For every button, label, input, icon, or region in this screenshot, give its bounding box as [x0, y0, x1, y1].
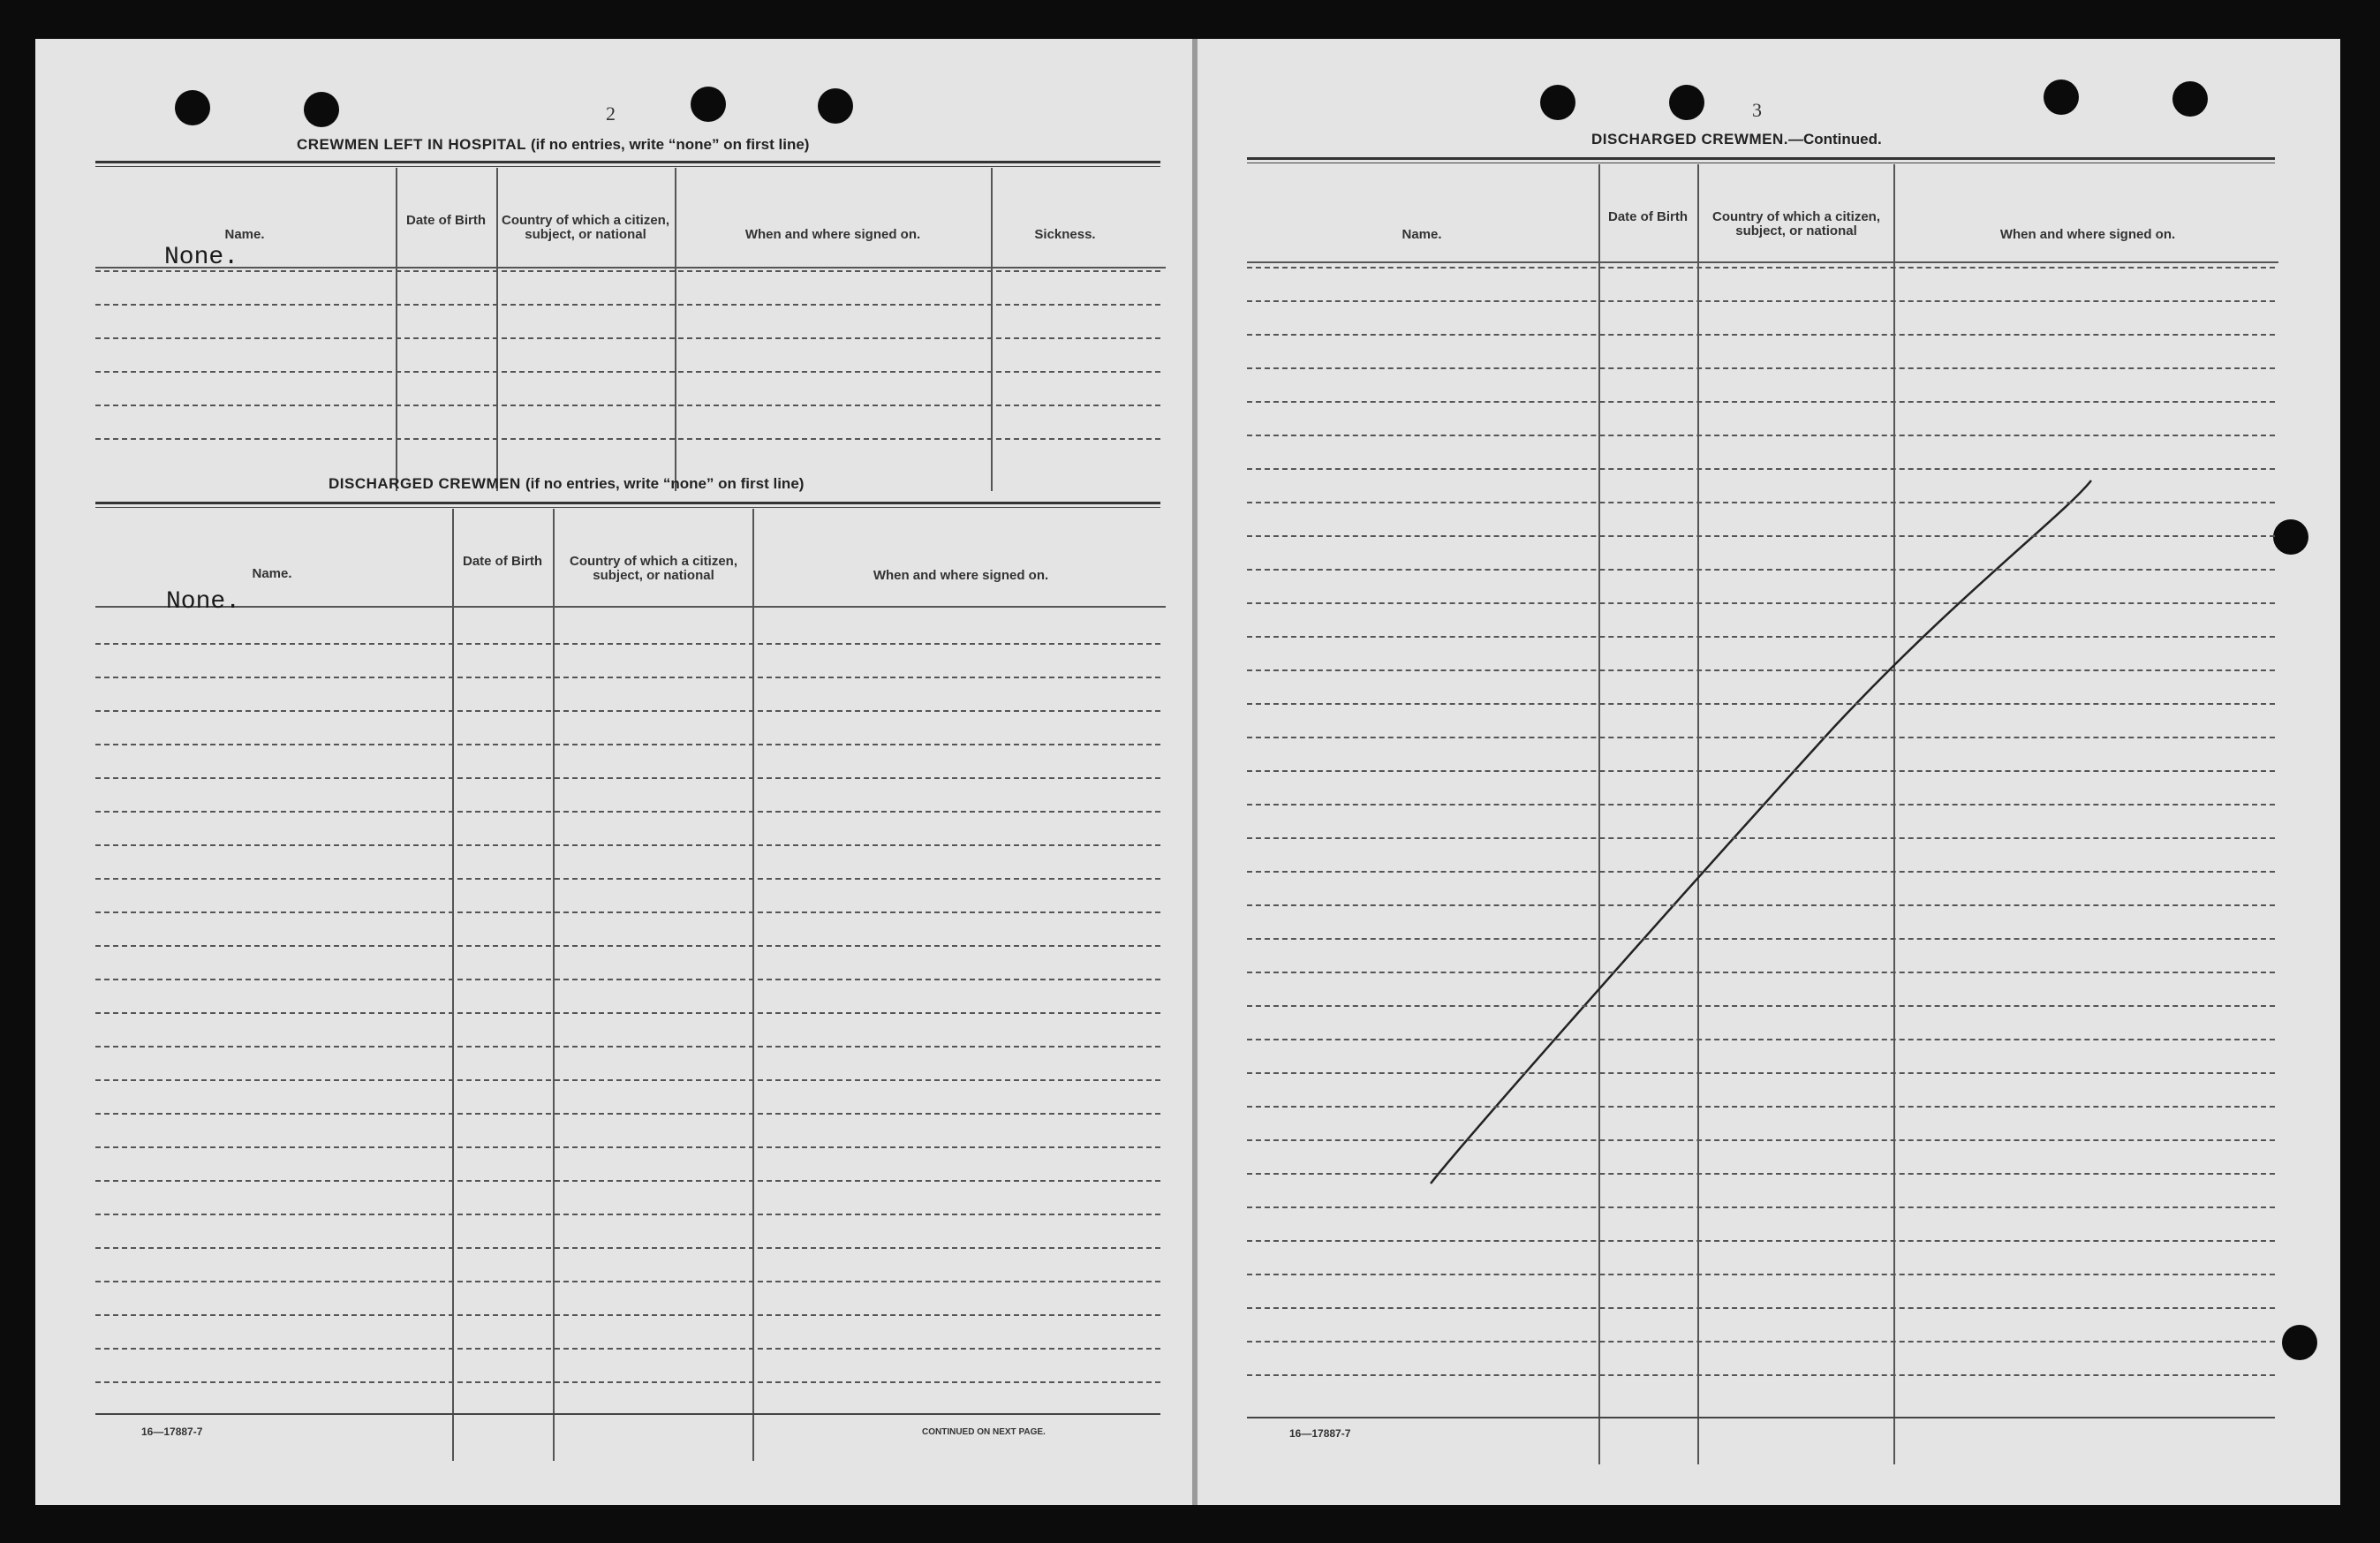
col-header-dob: Date of Birth — [463, 554, 542, 569]
section-rule — [95, 502, 1160, 504]
ruled-line — [1247, 1240, 2275, 1242]
ruled-line — [1247, 938, 2275, 940]
ruled-line — [95, 643, 1160, 645]
punch-hole — [691, 87, 726, 122]
column-divider — [752, 509, 754, 1461]
ruled-line — [1247, 804, 2275, 806]
header-rule — [95, 267, 1166, 269]
ruled-line — [95, 1247, 1160, 1249]
ruled-line — [95, 337, 1160, 339]
punch-hole — [818, 88, 853, 124]
ruled-line — [95, 1046, 1160, 1048]
col-header-dob: Date of Birth — [406, 213, 486, 228]
right-page — [1198, 39, 2340, 1505]
punch-hole — [175, 90, 210, 125]
ruled-line — [1247, 468, 2275, 470]
ruled-line — [95, 1214, 1160, 1215]
ruled-line — [95, 844, 1160, 846]
continued-title-suffix: —Continued. — [1787, 131, 1882, 147]
header-rule — [95, 606, 1166, 608]
ruled-line — [95, 777, 1160, 779]
ruled-line — [1247, 837, 2275, 839]
column-divider — [675, 168, 676, 491]
ruled-line — [95, 1381, 1160, 1383]
ruled-line — [95, 677, 1160, 678]
column-divider — [496, 168, 498, 491]
ruled-line — [95, 1012, 1160, 1014]
ruled-line — [95, 1281, 1160, 1282]
ruled-line — [1247, 703, 2275, 705]
cancel-line-stroke — [1198, 39, 2340, 1505]
ruled-line — [1247, 1005, 2275, 1007]
hospital-section-title — [297, 136, 809, 154]
ruled-line — [1247, 1307, 2275, 1309]
ruled-line — [95, 270, 1160, 272]
col-header-signed-on: When and where signed on. — [744, 227, 921, 242]
col-header-signed-on: When and where signed on. — [1999, 227, 2176, 242]
ruled-line — [1247, 1139, 2275, 1141]
ruled-line — [1247, 1173, 2275, 1175]
ruled-line — [95, 911, 1160, 913]
ruled-line — [95, 304, 1160, 306]
section-rule — [95, 161, 1160, 163]
hospital-title-text: CREWMEN LEFT IN HOSPITAL — [297, 136, 526, 153]
ruled-line — [95, 1348, 1160, 1350]
continued-title-text: DISCHARGED CREWMEN. — [1591, 131, 1788, 147]
ruled-line — [95, 1180, 1160, 1182]
ruled-line — [1247, 502, 2275, 503]
footer-rule — [1247, 1417, 2275, 1418]
ruled-line — [1247, 1106, 2275, 1108]
ruled-line — [95, 1146, 1160, 1148]
ruled-line — [1247, 569, 2275, 571]
discharged-entry: None. — [166, 588, 241, 616]
col-header-country: Country of which a citizen, subject, or national — [501, 213, 669, 242]
discharged-table — [95, 509, 1166, 1461]
ruled-line — [1247, 904, 2275, 906]
ruled-line — [95, 979, 1160, 980]
col-header-name: Name. — [1402, 227, 1442, 242]
ruled-line — [95, 438, 1160, 440]
form-number: 16—17887-7 — [141, 1426, 203, 1438]
continued-note: CONTINUED ON NEXT PAGE. — [922, 1427, 1046, 1437]
left-page — [35, 39, 1192, 1505]
ruled-line — [1247, 770, 2275, 772]
ruled-line — [1247, 1341, 2275, 1343]
discharged-instruction: (if no entries, write “none” on first line) — [525, 475, 805, 492]
col-header-dob: Date of Birth — [1608, 209, 1688, 224]
ruled-line — [1247, 1072, 2275, 1074]
ruled-line — [1247, 300, 2275, 302]
ruled-line — [95, 710, 1160, 712]
column-divider — [452, 509, 454, 1461]
ruled-line — [1247, 535, 2275, 537]
hospital-instruction: (if no entries, write “none” on first line) — [531, 136, 810, 153]
ruled-line — [95, 811, 1160, 813]
ruled-line — [1247, 267, 2275, 269]
ruled-line — [1247, 367, 2275, 369]
col-header-sickness: Sickness. — [1034, 227, 1096, 242]
hospital-entry: None. — [164, 244, 239, 271]
ruled-line — [95, 1314, 1160, 1316]
ruled-line — [95, 1113, 1160, 1115]
ruled-line — [1247, 1206, 2275, 1208]
col-header-name: Name. — [252, 566, 292, 581]
ruled-line — [1247, 435, 2275, 436]
ruled-line — [1247, 401, 2275, 403]
ruled-line — [95, 1079, 1160, 1081]
col-header-signed-on: When and where signed on. — [873, 568, 1049, 583]
discharged-section-title — [329, 475, 804, 493]
ruled-line — [95, 744, 1160, 745]
form-number: 16—17887-7 — [1289, 1427, 1351, 1440]
col-header-country: Country of which a citizen, subject, or national — [1711, 209, 1880, 238]
ruled-line — [1247, 636, 2275, 638]
ruled-line — [1247, 871, 2275, 873]
ruled-line — [95, 945, 1160, 947]
column-divider — [396, 168, 397, 491]
column-divider — [991, 168, 993, 491]
discharged-title-text: DISCHARGED CREWMEN — [329, 475, 521, 492]
ruled-line — [1247, 737, 2275, 738]
ruled-line — [95, 371, 1160, 373]
ruled-line — [1247, 334, 2275, 336]
page-number: 2 — [606, 102, 616, 125]
ruled-line — [1247, 972, 2275, 973]
ruled-line — [1247, 669, 2275, 671]
footer-rule — [95, 1413, 1160, 1415]
punch-hole — [304, 92, 339, 127]
ruled-line — [95, 405, 1160, 406]
ruled-line — [95, 878, 1160, 880]
ruled-line — [1247, 602, 2275, 604]
ruled-line — [1247, 1274, 2275, 1275]
section-rule — [95, 166, 1160, 167]
page-number: 3 — [1752, 99, 1762, 121]
hospital-table — [95, 168, 1166, 491]
col-header-country: Country of which a citizen, subject, or national — [569, 554, 737, 583]
section-rule — [95, 507, 1160, 508]
ruled-line — [1247, 1374, 2275, 1376]
column-divider — [553, 509, 555, 1461]
col-header-name: Name. — [224, 227, 265, 242]
ruled-line — [1247, 1039, 2275, 1040]
